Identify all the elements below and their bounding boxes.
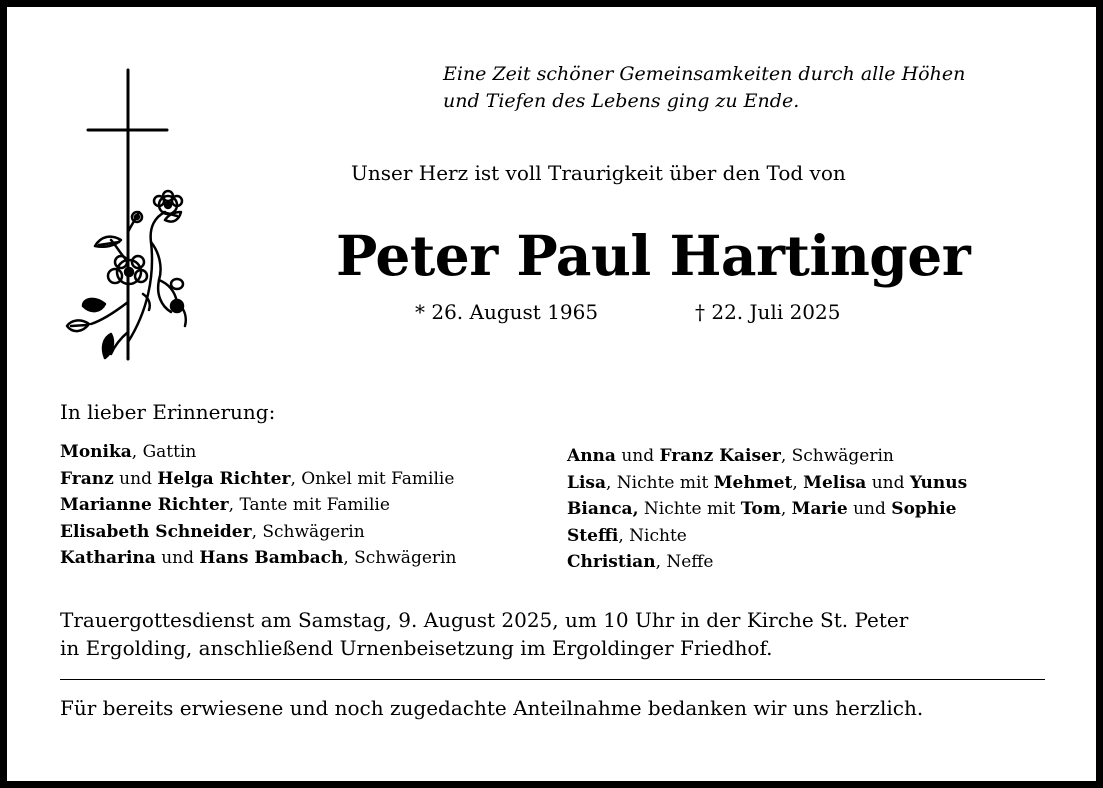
mourner-entry [60, 492, 456, 519]
mourner-relation: , Nichte mit [606, 472, 714, 493]
mourner-name: Melisa [803, 472, 867, 493]
service-line-2: in Ergolding, anschließend Urnenbeisetzung im Ergoldinger Friedhof. [60, 636, 773, 660]
mourner-name: Bianca, [567, 499, 639, 519]
mourner-relation: , Tante mit Familie [228, 495, 390, 515]
mourner-relation: Nichte mit [638, 499, 741, 519]
mourner-name: Marianne Richter [60, 495, 229, 515]
mourner-entry [60, 545, 456, 572]
mourner-entry [60, 439, 456, 466]
death-date: † 22. Juli 2025 [695, 300, 841, 324]
mourner-name: Elisabeth Schneider [60, 521, 252, 542]
divider [60, 679, 1045, 680]
mourner-name: Monika [60, 442, 132, 462]
mourner-relation: und [866, 472, 910, 493]
mourner-relation: , [792, 472, 804, 493]
mourner-name: Hans Bambach [199, 548, 344, 568]
mourner-relation: , Nichte [618, 525, 687, 546]
mourner-name: Helga Richter [157, 468, 291, 489]
mourner-name: Lisa [567, 472, 606, 493]
mourner-name: Franz Kaiser [659, 446, 781, 466]
mourner-relation: , Onkel mit Familie [290, 468, 455, 489]
mourner-relation: und [615, 446, 660, 466]
farewell-quote [443, 61, 965, 115]
mourner-relation: und [113, 468, 158, 489]
intro-text: Unser Herz ist voll Traurigkeit über den Tod von [351, 161, 846, 185]
memory-heading: In lieber Erinnerung: [60, 400, 276, 424]
mourner-name: Mehmet [713, 472, 793, 493]
mourner-relation: und [155, 548, 200, 568]
mourner-entry [567, 443, 967, 470]
mourner-name: Marie [791, 499, 848, 519]
mourner-name: Christian [567, 552, 656, 572]
mourner-name: Steffi [567, 525, 619, 546]
mourner-entry [60, 466, 456, 493]
mourner-entry [567, 523, 967, 550]
mourners-list-left [60, 439, 456, 572]
mourner-relation: , Neffe [655, 552, 714, 572]
mourner-name: Katharina [60, 548, 156, 568]
mourner-entry [567, 470, 967, 497]
mourner-name: Tom [740, 499, 781, 519]
mourner-name: Sophie [891, 499, 957, 519]
mourner-relation: , Schwägerin [780, 446, 894, 466]
mourner-relation: , Schwägerin [251, 521, 365, 542]
mourner-relation: , Gattin [131, 442, 197, 462]
mourner-relation: , Schwägerin [343, 548, 457, 568]
service-line-1: Trauergottesdienst am Samstag, 9. August 2025, um 10 Uhr in der Kirche St. Peter [60, 608, 909, 632]
mourner-entry [60, 519, 456, 546]
quote-line-2: und Tiefen des Lebens ging zu Ende. [443, 90, 800, 112]
mourner-name: Yunus [909, 472, 968, 493]
mourner-entry [567, 549, 967, 576]
mourner-name: Franz [60, 468, 114, 489]
mourner-name: Anna [567, 446, 616, 466]
cross-with-flowers-icon [59, 62, 199, 367]
birth-date: * 26. August 1965 [415, 300, 599, 324]
mourner-relation: und [847, 499, 892, 519]
funeral-service-info [60, 606, 1060, 662]
thanks-text: Für bereits erwiesene und noch zugedachte Anteilnahme bedanken wir uns herzlich. [60, 696, 924, 720]
mourner-relation: , [780, 499, 792, 519]
mourner-entry [567, 496, 967, 523]
mourners-list-right [567, 443, 967, 576]
quote-line-1: Eine Zeit schöner Gemeinsamkeiten durch alle Höhen [443, 63, 966, 85]
deceased-name: Peter Paul Hartinger [336, 223, 971, 288]
